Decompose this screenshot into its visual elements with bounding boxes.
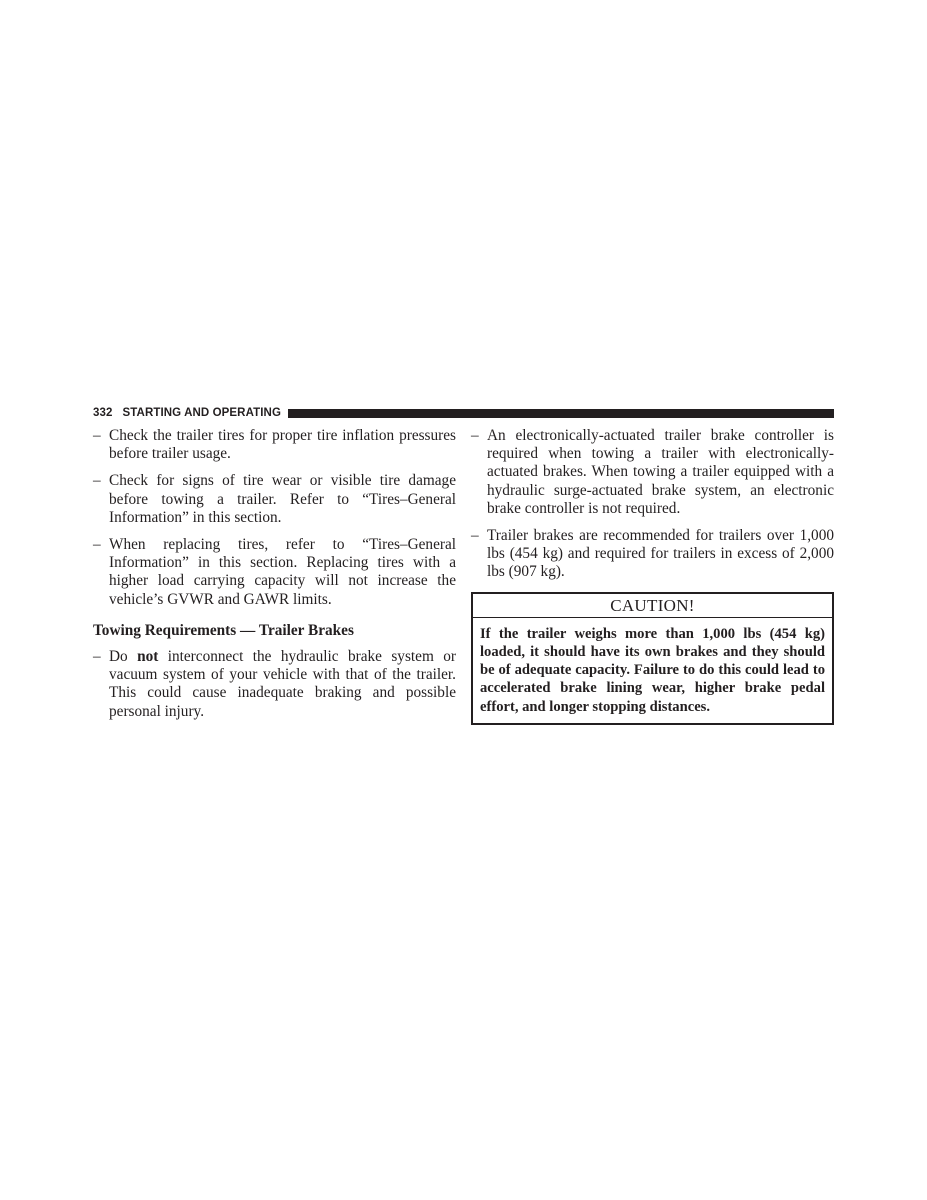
list-item-text: Check for signs of tire wear or visible tire damage before towing a trailer. Refer to “Tires–General Information” in this section. (109, 472, 456, 526)
caution-box (471, 592, 834, 725)
right-column (471, 427, 834, 725)
caution-body: If the trailer weighs more than 1,000 lbs (454 kg) loaded, it should have its own brakes and they should be of adequate capacity. Failure to do this could lead to accelerated brake lining wear, higher brake pedal effort, and longer stopping distances. (480, 625, 825, 715)
dash-bullet: – (471, 427, 479, 444)
list-item (471, 427, 834, 518)
left-column (93, 427, 456, 730)
header-rule (288, 409, 834, 418)
list-item-text: An electronically-actuated trailer brake controller is required when towing a trailer with electronically-actuated brakes. When towing a trailer equipped with a hydraulic surge-actuated brake system, an electronic brake controller is not required. (487, 427, 834, 517)
list-item-text: Trailer brakes are recommended for trailers over 1,000 lbs (454 kg) and required for trailers in excess of 2,000 lbs (907 kg). (487, 527, 834, 581)
list-item (93, 427, 456, 463)
dash-bullet: – (471, 527, 479, 545)
list-item (93, 648, 456, 721)
page-header (93, 406, 834, 420)
list-item-text-post: interconnect the hydraulic brake system or vacuum system of your vehicle with that of the trailer. This could cause inadequate braking and possible personal injury. (109, 648, 456, 720)
dash-bullet: – (93, 472, 101, 490)
dash-bullet: – (93, 536, 101, 554)
list-item (93, 472, 456, 527)
section-title: STARTING AND OPERATING (122, 407, 282, 419)
subheading: Towing Requirements — Trailer Brakes (93, 621, 354, 639)
page-number: 332 (93, 407, 113, 419)
list-item-text-pre: Do (109, 648, 138, 666)
list-item-text: Check the trailer tires for proper tire inflation pressures before trailer usage. (109, 427, 456, 463)
list-item-text: When replacing tires, refer to “Tires–General Information” in this section. Replacing tires with a higher load carrying capacity will not increase the vehicle’s GVWR and GAWR limits. (109, 536, 456, 608)
caution-title: CAUTION! (473, 594, 832, 618)
list-item (93, 536, 456, 609)
list-item (471, 527, 834, 582)
dash-bullet: – (93, 427, 101, 444)
list-item-text-bold: not (137, 648, 159, 666)
dash-bullet: – (93, 648, 101, 666)
